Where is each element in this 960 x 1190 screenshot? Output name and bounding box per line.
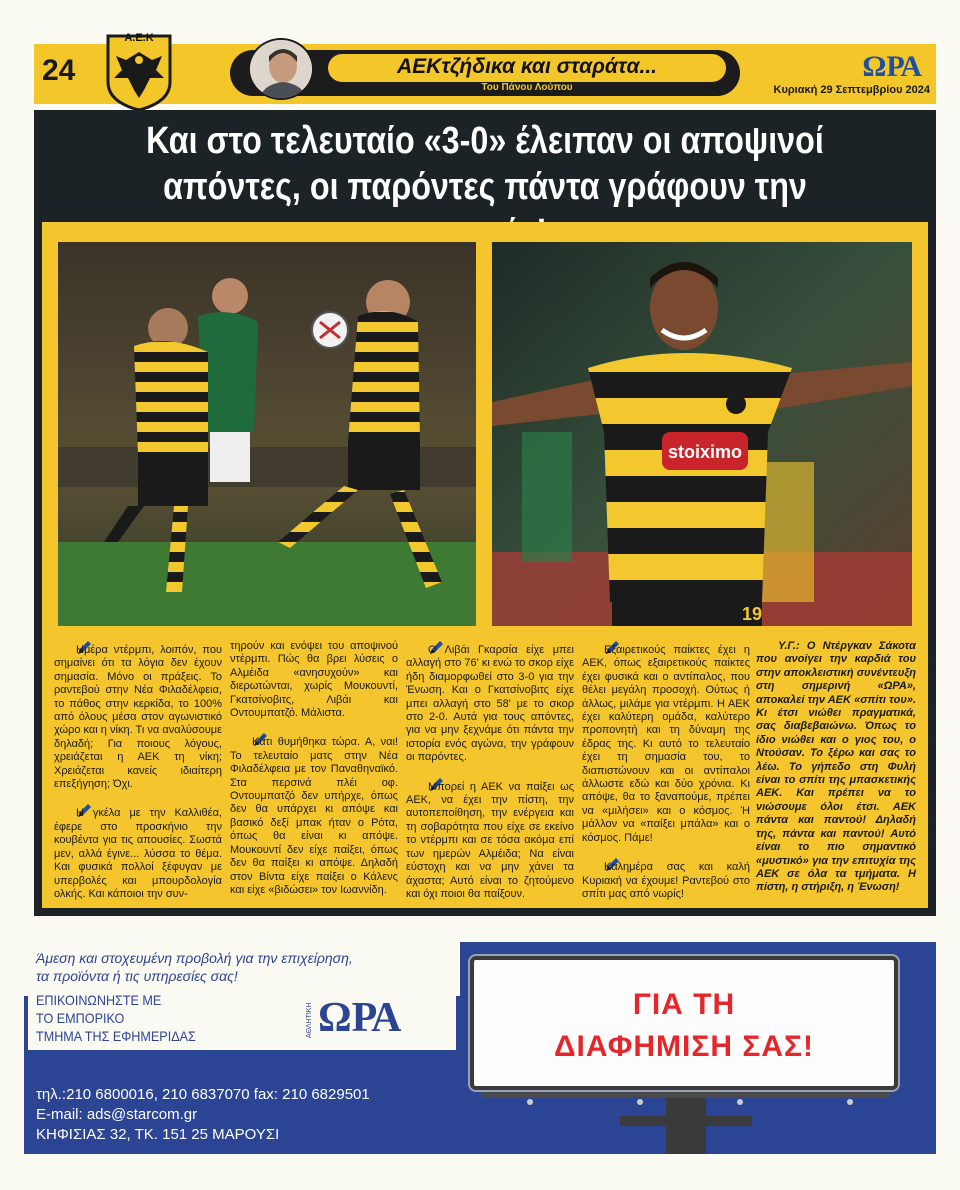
article-column-2 xyxy=(230,640,398,909)
aek-crest-icon xyxy=(104,30,174,112)
article-box xyxy=(34,110,936,916)
ad-contact-box xyxy=(28,988,456,1050)
ad-line-1: Άμεση και στοχευμένη προβολή για την επιχείρηση, xyxy=(36,950,353,966)
pen-icon xyxy=(582,857,598,873)
paragraph: Κάτι θυμήθηκα τώρα. Α, ναι! Το τελευταίο ματς στην Νέα Φιλαδέλφεια με τον Παναθηναϊκό. Στα περσινά πλέι οφ. Οντουμπατζό δεν υπήρχε, όπως δεν θα υπάρχει κι απόψε και βασικό δεξί μπακ ήταν ο Ρότα, όπως θα είναι κι απόψε. Μουκουντί δεν είχε παίξει, όπως δεν θα παίξει κι απόψε. Δηλαδή στον Βίντα είχε παίξει ο Κάλενς και είχε «βιδώσει» τον Ιωαννίδη. xyxy=(230,732,398,897)
pen-icon xyxy=(406,640,422,656)
ad-contact-line-2: ΤΟ ΕΜΠΟΡΙΚΟ xyxy=(36,1010,125,1026)
page-number: 24 xyxy=(42,54,76,87)
column-banner xyxy=(230,50,740,96)
pen-icon xyxy=(406,777,422,793)
author-avatar xyxy=(248,38,314,100)
ad-contact-line-3: ΤΜΗΜΑ ΤΗΣ ΕΦΗΜΕΡΙΔΑΣ xyxy=(36,1028,196,1044)
newspaper-logo: ΩΡΑ xyxy=(862,50,922,83)
billboard-post-icon xyxy=(470,1092,902,1154)
article-column-1 xyxy=(54,640,222,913)
headline-line-1: Και στο τελευταίο «3-0» έλειπαν οι αποψινοί xyxy=(146,120,824,162)
pen-icon xyxy=(54,803,70,819)
column-author: Του Πάνου Λούπου xyxy=(481,82,573,93)
paragraph: Ημέρα ντέρμπι, λοιπόν, που σημαίνει ότι τα λόγια δεν έχουν σημασία. Μόνο οι πράξεις. Το ραντεβού στην Νέα Φιλαδέλφεια, το πάθος στην κερκίδα, το 100% από όλους μέσα στον αγωνιστικό χώρο και η νίκη. Τι να αναλύσουμε δηλαδή; Για ποιους λόγους, χρειάζεται η ΑΕΚ τη νίκη; Χρειάζεται κανείς ιδιαίτερη επεξήγηση; Όχι. xyxy=(54,640,222,791)
ad-logo-tagline: ΑΘΛΗΤΙΚΗ xyxy=(306,1002,313,1038)
pen-icon xyxy=(582,640,598,656)
article-column-5-postscript xyxy=(756,640,916,907)
pen-icon xyxy=(230,732,246,748)
ad-line-2: τα προϊόντα ή τις υπηρεσίες σας! xyxy=(36,968,238,984)
sponsor-text: stoiximo xyxy=(667,442,743,462)
paragraph: Ο Λιβάι Γκαρσία είχε μπει αλλαγή στο 76' κι ενώ το σκορ είχε ήδη διαμορφωθεί στο 3-0 για την Ένωση. Και ο Γκατσίνοβιτς είχε μπει αλλαγή στο 58' με το σκορ στο 2-0. Αυτά για τους απόντες, για να μην ξεχνάμε ότι πάντα την ιστορία ενός αγώνα, την γράφουν οι παρόντες. xyxy=(406,640,574,765)
advertisement xyxy=(24,942,936,1154)
paragraph: Υ.Γ.: Ο Ντέργκαν Σάκοτα που ανοίγει την καρδιά του στην αποκλειστική συνέντευξη στη σημερινή «ΩΡΑ», αποκαλεί την ΑΕΚ «σπίτι του». Κι έτσι νιώθει πραγματικά, σας διαβεβαιώνω. Όπως το ίδιο νιώθει και ο γιος του, ο Ντούσαν. Το ξέρω και σας το λέω. Το γήπεδο στη Φυλή είναι το σπίτι της μπασκετικής ΑΕΚ. Και πρέπει να το νιώσουμε όλοι έτσι. ΑΕΚ πάντα και παντού! Δηλαδή της, πάντα και παντού! Αυτό είναι το πιο σημαντικό «μυστικό» για την επιτυχία της ΑΕΚ σε όλα τα τμήματα. Η πίστη, η στήριξη, η Ένωση! xyxy=(756,640,916,894)
column-title: ΑΕΚτζήδικα και σταράτα... xyxy=(396,55,658,78)
headline-line-2: απόντες, οι παρόντες πάντα γράφουν την xyxy=(163,166,807,208)
article-body xyxy=(42,222,928,908)
article-column-4 xyxy=(582,640,750,913)
paragraph: Εξαιρετικούς παίκτες έχει η ΑΕΚ, όπως εξαιρετικούς παίκτες έχει φυσικά και ο αντίπαλος, που θέλει μεγάλη προσοχή. Ούτως ή άλλως, μιλάμε για ντέρμπι. Η ΑΕΚ έχει καλύτερη ομάδα, καλύτερο προπονητή και τη δύναμη της έδρας της. Κι αυτό το τελευταίο έχει τη σημασία του, το διαπιστώνουν και οι αντίπαλοι άλλωστε εδώ και δύο χρόνια. Κι απόψε, θα το ξαναπούμε, πρέπει να «μιλήσει» και ο κόσμος. Ή μάλλον να «παίξει μπάλα» και ο κόσμος. Πάμε! xyxy=(582,640,750,845)
pen-icon xyxy=(54,640,70,656)
paragraph: Καλημέρα σας και καλή Κυριακή να έχουμε! Ραντεβού στο σπίτι μας από νωρίς! xyxy=(582,857,750,901)
column-title-pill xyxy=(328,54,726,82)
paragraph: τηρούν και ενόψει του αποψινού ντέρμπι. Πώς θα βρει λύσεις ο Αλμέιδα «ανησυχούν» και διερωτώνται, χωρίς Μουκουντί, Γκατσίνοβιτς, Λιβάι και Οντουμπατζό. Μάλιστα. xyxy=(230,640,398,720)
paragraph: Η γκέλα με την Καλλιθέα, έφερε στο προσκήνιο την κουβέντα για τις απουσίες. Σωστά μεν, αλλά έγινε... λύσσα το θέμα. Και φυσικά πολλοί ξέφυγαν με υπερβολές και μπουρδολογία ολκής. Και κάποιοι την συν- xyxy=(54,803,222,901)
page-header xyxy=(34,32,936,104)
article-column-3 xyxy=(406,640,574,913)
ad-logo: ΩΡΑ xyxy=(318,995,402,1041)
shirt-number: 19 xyxy=(742,604,763,624)
match-photo-duel xyxy=(58,242,476,626)
crest-label: Α.Ε.Κ xyxy=(124,32,154,44)
issue-date: Κυριακή 29 Σεπτεμβρίου 2024 xyxy=(773,84,930,96)
article-columns xyxy=(50,640,920,904)
ad-contact-line-1: ΕΠΙΚΟΙΝΩΝΗΣΤΕ ΜΕ xyxy=(36,992,162,1008)
match-photo-celebration xyxy=(492,242,912,626)
billboard-line-2: ΔΙΑΦΗΜΙΣΗ ΣΑΣ! xyxy=(553,1030,815,1063)
paragraph: Μπορεί η ΑΕΚ να παίξει ως ΑΕΚ, να έχει την πίστη, την αυτοπεποίθηση, την ενέργεια και τη σοβαρότητα που είχε σε εκείνο το ντέρμπι και σε τόσα ακόμα επί των ημερών Αλμέιδα; Να είναι εύστοχη και να μην χάνει τα άχαστα; Αυτό είναι το ζητούμενο και όχι ποιοι θα παίξουν. xyxy=(406,777,574,902)
ad-email: E-mail: ads@starcom.gr xyxy=(36,1106,198,1123)
ad-phones: τηλ.:210 6800016, 210 6837070 fax: 210 6829501 xyxy=(36,1086,370,1103)
billboard xyxy=(470,956,898,1090)
billboard-line-1: ΓΙΑ ΤΗ xyxy=(632,988,736,1021)
ad-address: ΚΗΦΙΣΙΑΣ 32, ΤΚ. 151 25 ΜΑΡΟΥΣΙ xyxy=(36,1126,280,1143)
